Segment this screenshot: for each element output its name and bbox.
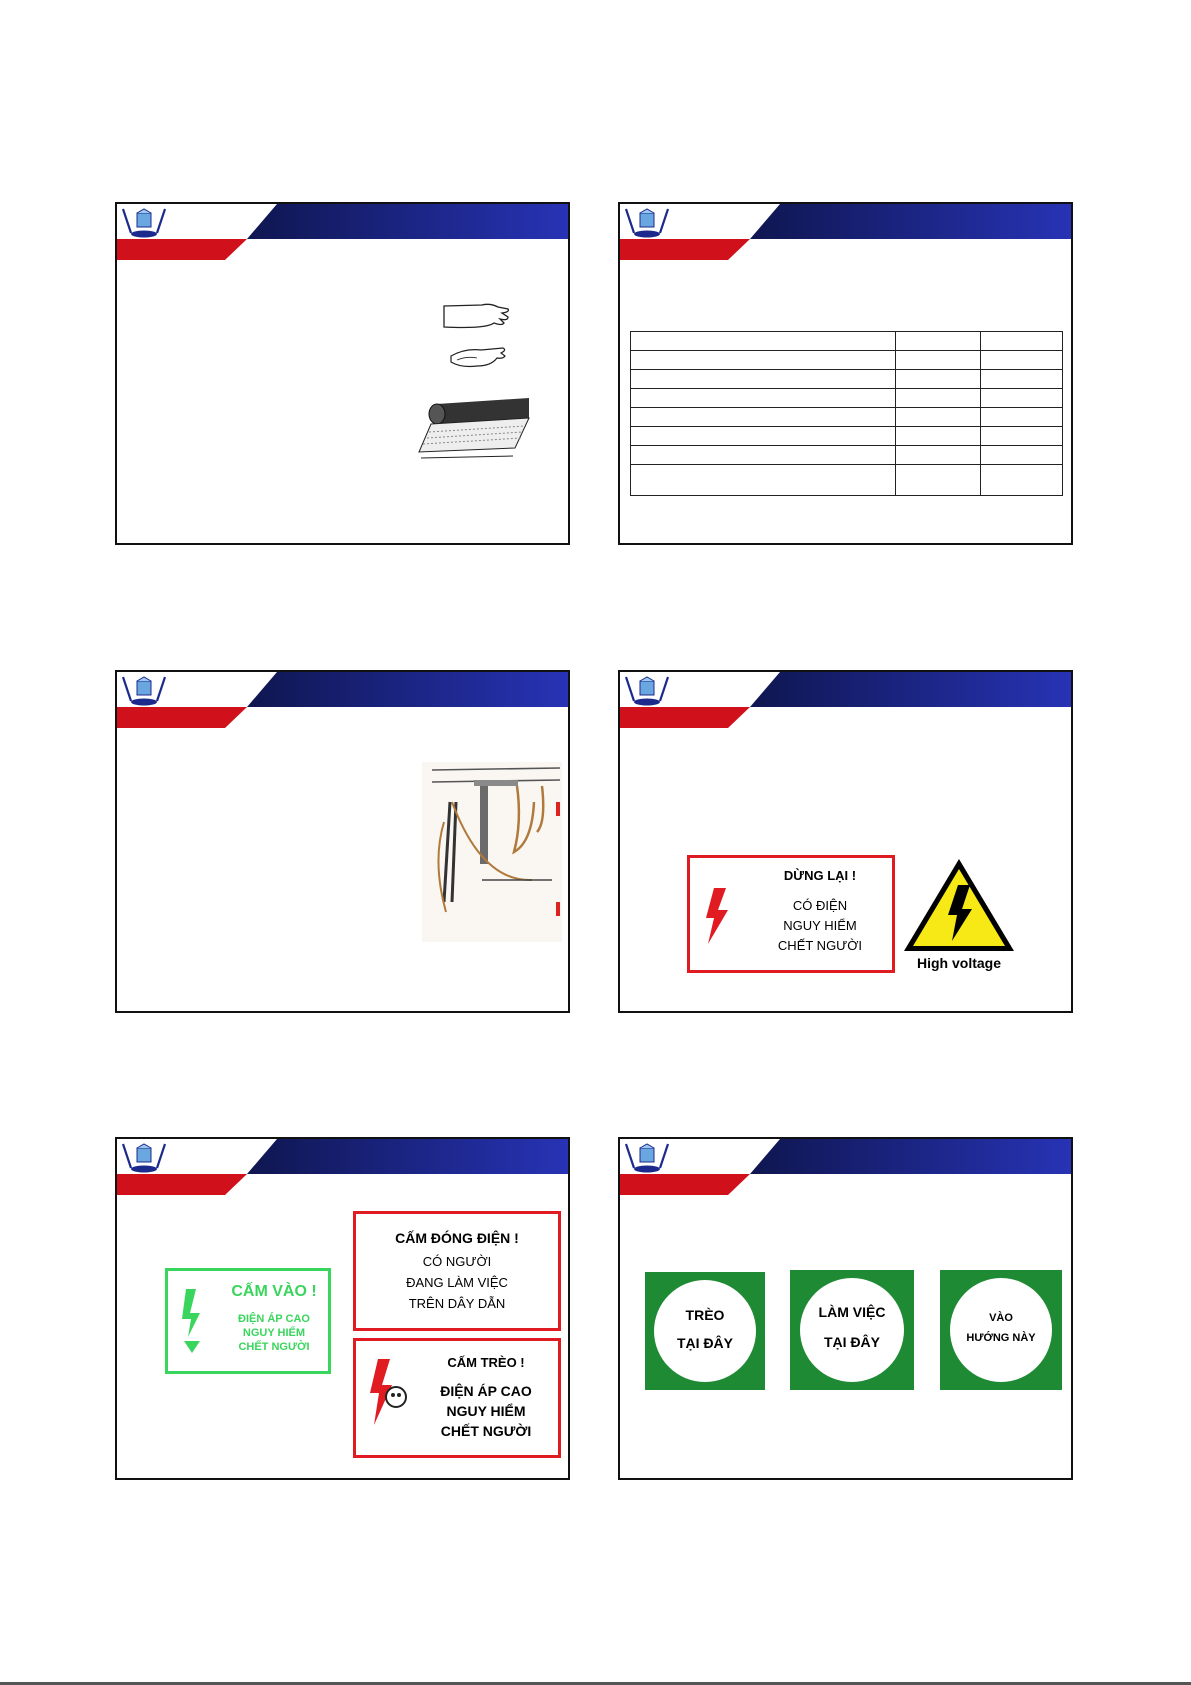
logo-icon (121, 1142, 167, 1174)
sign-high-voltage (900, 855, 1018, 973)
sign-line: CHẾT NGƯỜI (777, 938, 863, 953)
slide-header-accent (620, 1174, 750, 1195)
sign-line: NGUY HIỂM (446, 1403, 526, 1419)
high-voltage-warning-icon (900, 855, 1018, 955)
sign-cam-vao (165, 1268, 331, 1374)
sign-circle (800, 1278, 904, 1382)
sign-line: NGUY HIỂM (783, 918, 857, 933)
sign-line: TẠI ĐÂY (677, 1335, 733, 1351)
sign-line: VÀO (989, 1312, 1013, 1324)
lightning-arrow-icon (178, 1289, 208, 1355)
logo-icon (121, 207, 167, 239)
slide-header-accent (117, 707, 247, 728)
glove-icon (442, 301, 512, 331)
slide-header-bar (247, 672, 568, 707)
sign-lam-viec-tai-day (790, 1270, 914, 1390)
lightning-bolt-icon (704, 888, 730, 944)
table-row (631, 351, 1063, 370)
glove-pair-icon (447, 344, 509, 370)
slide-header-accent (117, 239, 247, 260)
slide-6 (618, 1137, 1073, 1480)
sign-line: TRÊN DÂY DẪN (408, 1296, 506, 1311)
sign-title: CẤM VÀO ! (231, 1283, 317, 1300)
sign-cam-dong-dien (353, 1211, 561, 1331)
sign-line: CÓ ĐIỆN (792, 898, 848, 913)
sign-dung-lai (687, 855, 895, 973)
logo-icon (624, 1142, 670, 1174)
table-row (631, 446, 1063, 465)
table-row (631, 408, 1063, 427)
slide-2 (618, 202, 1073, 545)
sign-label: High voltage (916, 955, 1001, 971)
sign-circle (654, 1280, 756, 1382)
sign-line: TẠI ĐÂY (824, 1334, 880, 1350)
sign-title: CẤM ĐÓNG ĐIỆN ! (395, 1230, 519, 1246)
sign-line: CÓ NGƯỜI (422, 1254, 492, 1269)
logo-icon (624, 675, 670, 707)
slide-header-bar (750, 672, 1071, 707)
slide-header-bar (750, 204, 1071, 239)
table-row (631, 389, 1063, 408)
grounding-equipment-image (422, 762, 562, 942)
sign-line: LÀM VIỆC (818, 1304, 886, 1320)
slide-header-accent (117, 1174, 247, 1195)
slide-1 (115, 202, 570, 545)
slide-header-accent (620, 239, 750, 260)
sign-cam-treo (353, 1338, 561, 1458)
sign-title: CẤM TRÈO ! (447, 1355, 525, 1370)
table-row (631, 465, 1063, 496)
slide-header-accent (620, 707, 750, 728)
skull-lightning-icon (368, 1359, 408, 1429)
slide-header-bar (247, 204, 568, 239)
sign-line: HƯỚNG NÀY (966, 1332, 1036, 1344)
slide-header-bar (247, 1139, 568, 1174)
slide-4 (618, 670, 1073, 1013)
slide-header-bar (750, 1139, 1071, 1174)
rubber-mat-icon (417, 394, 537, 472)
sign-line: ĐIỆN ÁP CAO (440, 1383, 532, 1399)
sign-line: ĐANG LÀM VIỆC (406, 1275, 508, 1290)
sign-line: TRÈO (685, 1307, 725, 1323)
slide-3 (115, 670, 570, 1013)
data-table (630, 331, 1063, 496)
sign-vao-huong-nay (940, 1270, 1062, 1390)
sign-treo-tai-day (645, 1272, 765, 1390)
table-row (631, 370, 1063, 389)
sign-line: ĐIỆN ÁP CAO (238, 1313, 310, 1325)
sign-line: NGUY HIỂM (242, 1327, 306, 1339)
sign-line: CHẾT NGƯỜI (238, 1341, 310, 1353)
table-row (631, 332, 1063, 351)
sign-circle (950, 1278, 1052, 1382)
sign-line: CHẾT NGƯỜI (440, 1423, 532, 1439)
slide-5 (115, 1137, 570, 1480)
table-row (631, 427, 1063, 446)
logo-icon (121, 675, 167, 707)
logo-icon (624, 207, 670, 239)
sign-title: DỪNG LẠI ! (783, 868, 857, 883)
